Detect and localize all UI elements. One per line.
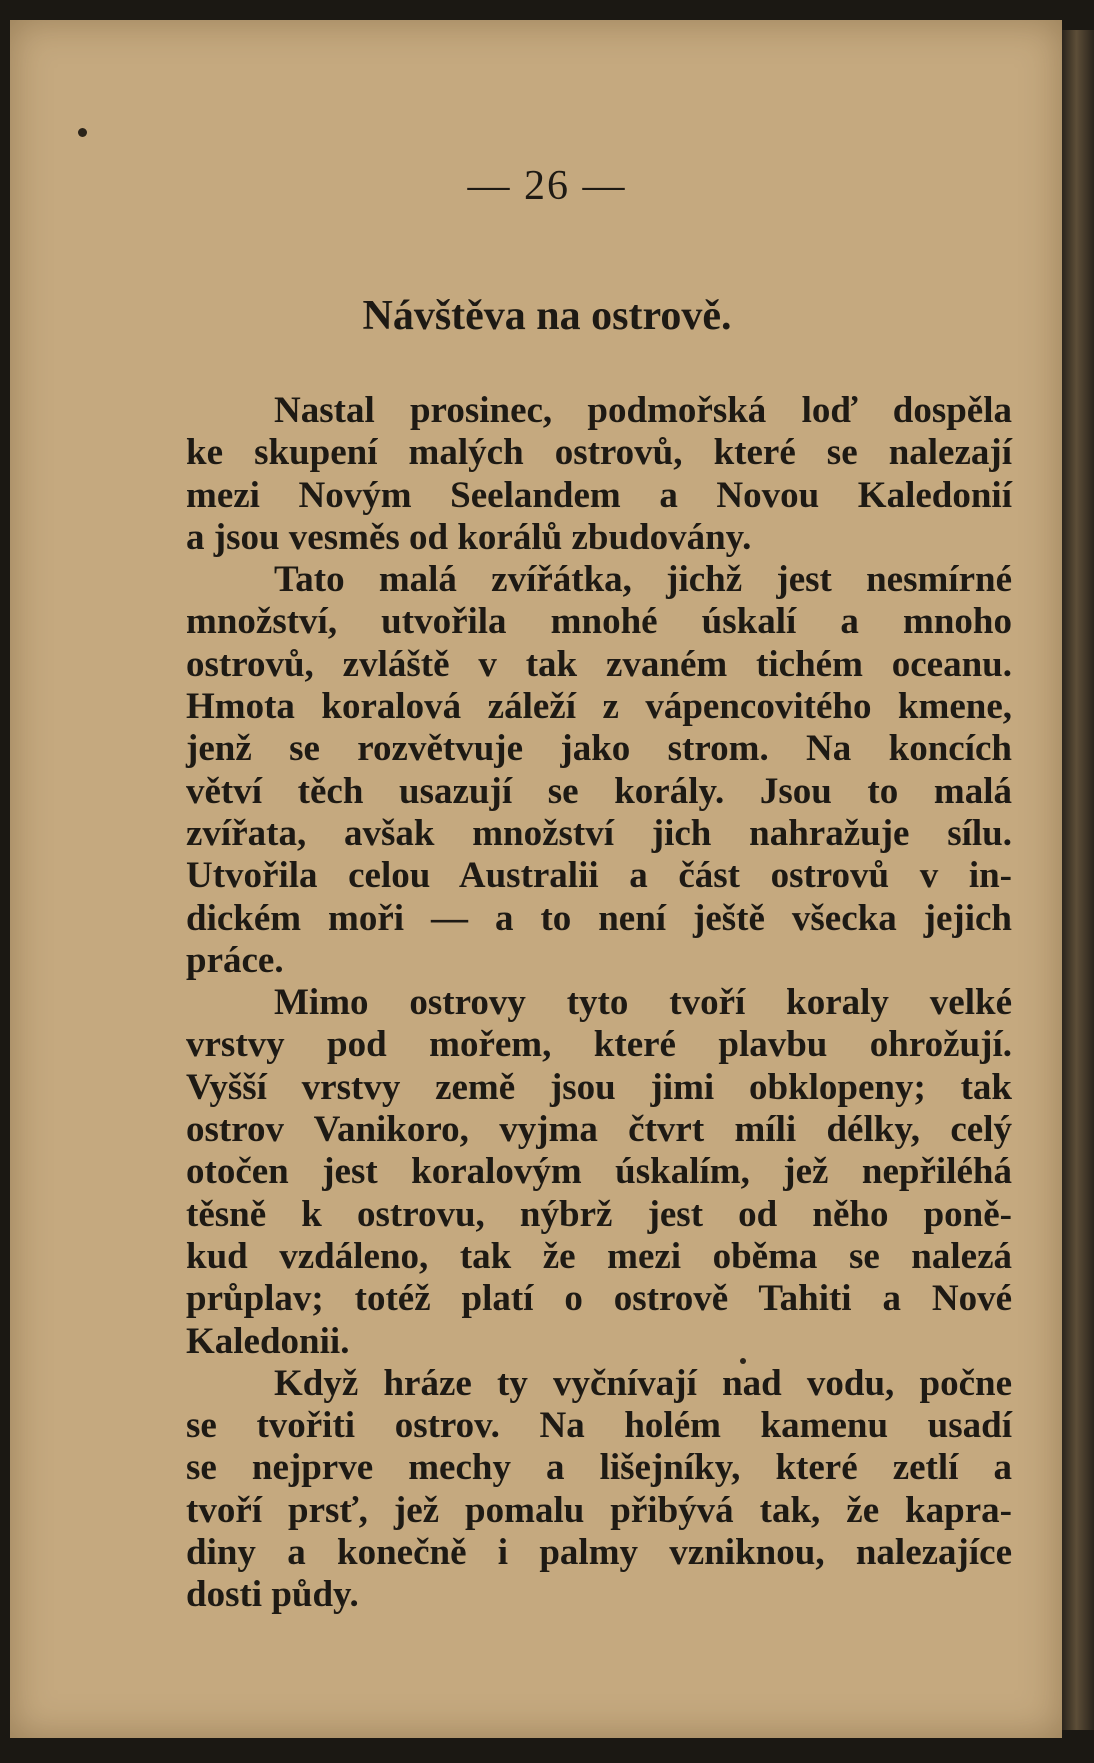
text-line: vrstvy pod mořem, které plavbu ohrožují.: [186, 1024, 1012, 1066]
text-line: práce.: [186, 939, 284, 981]
text-line: zvířata, avšak množství jich nahražuje sílu.: [186, 812, 1012, 854]
text-line: množství, utvořila mnohé úskalí a mnoho: [186, 601, 1012, 643]
text-line: dosti půdy.: [186, 1574, 359, 1616]
book-spine: [1062, 30, 1094, 1730]
text-line: Hmota koralová záleží z vápencovitého kmene,: [186, 686, 1012, 728]
text-line: průplav; totéž platí o ostrově Tahiti a Nové: [186, 1278, 1012, 1320]
text-line: jenž se rozvětvuje jako strom. Na koncích: [186, 728, 1012, 770]
text-line: mezi Novým Seelandem a Novou Kaledonií: [186, 474, 1012, 516]
text-line: dickém moři — a to není ještě všecka jejich: [186, 897, 1012, 939]
text-line: Tato malá zvířátka, jichž jest nesmírné: [274, 559, 1012, 601]
text-line: kud vzdáleno, tak že mezi oběma se nalezá: [186, 1235, 1012, 1277]
text-line: a jsou vesměs od korálů zbudovány.: [186, 516, 752, 558]
text-line: těsně k ostrovu, nýbrž jest od něho poně-: [186, 1193, 1012, 1235]
text-line: otočen jest koralovým úskalím, jež nepřiléhá: [186, 1151, 1012, 1193]
text-line: tvoří prsť, jež pomalu přibývá tak, že kapra-: [186, 1489, 1012, 1531]
text-line: ostrovů, zvláště v tak zvaném tichém oceanu.: [186, 643, 1012, 685]
ink-speck: [78, 128, 87, 137]
text-line: větví těch usazují se korály. Jsou to malá: [186, 770, 1012, 812]
text-line: Vyšší vrstvy země jsou jimi obklopeny; tak: [186, 1066, 1012, 1108]
text-line: ostrov Vanikoro, vyjma čtvrt míli délky, celý: [186, 1109, 1012, 1151]
chapter-heading: Návštěva na ostrově.: [362, 293, 732, 339]
text-line: se nejprve mechy a lišejníky, které zetlí a: [186, 1447, 1012, 1489]
text-line: ke skupení malých ostrovů, které se nalezají: [186, 432, 1012, 474]
text-line: diny a konečně i palmy vzniknou, nalezajíce: [186, 1532, 1012, 1574]
text-line: Nastal prosinec, podmořská loď dospěla: [274, 390, 1012, 431]
text-line: Kaledonii.: [186, 1320, 350, 1362]
text-line: se tvořiti ostrov. Na holém kamenu usadí: [186, 1405, 1012, 1447]
page-number: — 26 —: [467, 163, 627, 209]
text-line: Utvořila celou Australii a část ostrovů v in-: [186, 855, 1012, 897]
text-line: Když hráze ty vyčnívají nad vodu, počne: [274, 1362, 1012, 1404]
text-line: Mimo ostrovy tyto tvoří koraly velké: [274, 982, 1012, 1024]
body-text: [186, 390, 1012, 1617]
